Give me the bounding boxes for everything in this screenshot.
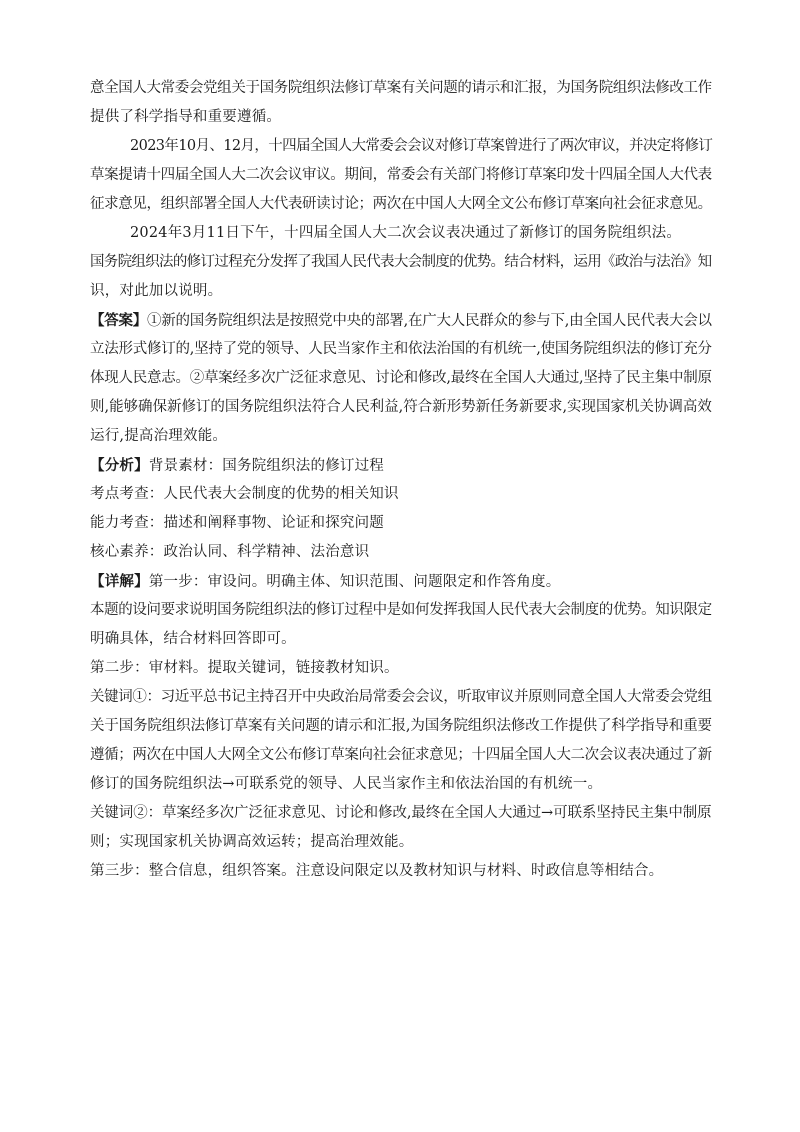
material-line: 征求意见，组织部署全国人大代表研读讨论；两次在中国人大网全文公布修订草案向社会征求意见。: [90, 196, 712, 212]
keyword1-line: 修订的国务院组织法→可联系党的领导、人民当家作主和依法治国的有机统一。: [90, 776, 603, 792]
answer-line: 则,能够确保新修订的国务院组织法符合人民利益,符合新形势新任务新要求,实现国家机关协调高效: [90, 399, 712, 415]
document-page: [90, 74, 712, 886]
answer-line: 运行,提高治理效能。: [90, 428, 228, 444]
material-line: 2023年10月、12月，十四届全国人大常委会会议对修订草案曾进行了两次审议，并决定将修订: [130, 138, 713, 154]
answer-line: 立法形式修订的,坚持了党的领导、人民当家作主和依法治国的有机统一,使国务院组织法的修订充分: [90, 341, 712, 357]
detail-line: [90, 567, 712, 596]
answer-line: 体现人民意志。②草案经多次广泛征求意见、讨论和修改,最终在全国人大通过,坚持了民主集中制原: [90, 370, 712, 386]
analysis-line: [90, 451, 712, 480]
keyword2-line: 则；实现国家机关协调高效运转；提高治理效能。: [90, 834, 414, 850]
detail-line: 明确具体，结合材料回答即可。: [90, 631, 296, 647]
detail-step1: 第一步：审设问。明确主体、知识范围、问题限定和作答角度。: [148, 574, 561, 590]
analysis-background: 背景素材：国务院组织法的修订过程: [148, 458, 385, 474]
question-line: 国务院组织法的修订过程充分发挥了我国人民代表大会制度的优势。结合材料，运用《政治与法治》知: [90, 254, 712, 270]
keyword1-line: 关键词①：习近平总书记主持召开中央政治局常委会会议，听取审议并原则同意全国人大常委会党组: [90, 689, 712, 705]
answer-section: [90, 306, 712, 451]
analysis-topic: 考点考查：人民代表大会制度的优势的相关知识: [90, 486, 399, 502]
keyword1-line: 遵循；两次在中国人大网全文公布修订草案向社会征求意见；十四届全国人大二次会议表决通过了新: [90, 747, 712, 763]
material-line: 草案提请十四届全国人大二次会议审议。期间，常委会有关部门将修订草案印发十四届全国人大代表: [90, 167, 712, 183]
analysis-ability: 能力考查：描述和阐释事物、论证和探究问题: [90, 515, 384, 531]
material-line: 意全国人大常委会党组关于国务院组织法修订草案有关问题的请示和汇报，为国务院组织法修改工作: [90, 80, 712, 96]
keyword1-line: 关于国务院组织法修订草案有关问题的请示和汇报,为国务院组织法修改工作提供了科学指导和重要: [90, 718, 712, 734]
material-line: 2024年3月11日下午，十四届全国人大二次会议表决通过了新修订的国务院组织法。: [130, 225, 682, 241]
detail-step3: 第三步：整合信息，组织答案。注意设问限定以及教材知识与材料、时政信息等相结合。: [90, 863, 664, 879]
detail-tag: 【详解】: [90, 573, 149, 590]
answer-tag: 【答案】: [90, 312, 148, 329]
question-line: 识，对此加以说明。: [90, 283, 223, 299]
detail-section: [90, 567, 712, 886]
material-line: 提供了科学指导和重要遵循。: [90, 109, 282, 125]
question-section: [90, 248, 712, 306]
analysis-literacy: 核心素养：政治认同、科学精神、法治意识: [90, 544, 370, 560]
detail-line: 本题的设问要求说明国务院组织法的修订过程中是如何发挥我国人民代表大会制度的优势。知识限定: [90, 602, 712, 618]
detail-step2: 第二步：审材料。提取关键词，链接教材知识。: [90, 660, 399, 676]
material-section: [90, 74, 712, 248]
analysis-tag: 【分析】: [90, 457, 149, 474]
answer-text: ①新的国务院组织法是按照党中央的部署,在广大人民群众的参与下,由全国人民代表大会以: [147, 313, 712, 329]
analysis-section: [90, 451, 712, 567]
answer-line: [90, 306, 712, 335]
keyword2-line: 关键词②：草案经多次广泛征求意见、讨论和修改,最终在全国人大通过→可联系坚持民主集中制原: [90, 805, 712, 821]
